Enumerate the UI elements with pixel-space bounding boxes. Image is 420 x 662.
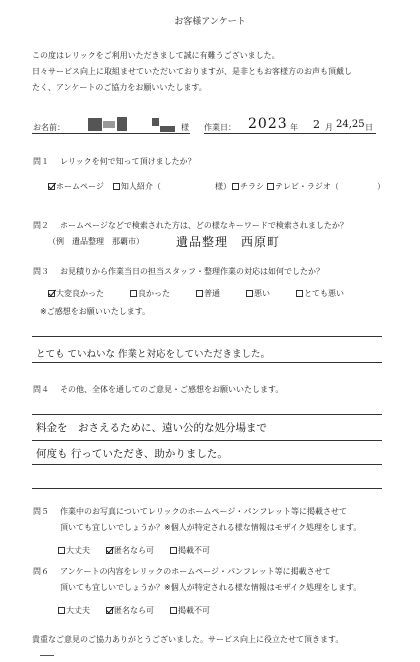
form-title: お客様アンケート (174, 17, 246, 27)
q3-option-bad[interactable]: 悪い (246, 288, 270, 299)
q3-answer: とても ていねいな 作業と対応をしていただきました。 (36, 349, 271, 360)
q4-answer-line-3 (32, 464, 382, 465)
q4-answer-line-2-text: 何度も 行っていただき、助かりました。 (36, 448, 228, 460)
checkbox[interactable] (170, 547, 177, 554)
q1-option-referral[interactable]: 知人紹介（ (113, 181, 161, 192)
checkbox[interactable] (296, 290, 303, 297)
name-suffix: 様 (181, 123, 189, 132)
q1-referral-suffix: 様） (215, 182, 231, 191)
q4-label: 問４ (33, 385, 49, 394)
checkbox-checked[interactable] (106, 547, 113, 554)
q6-option-no[interactable]: 掲載不可 (170, 605, 210, 616)
checkbox[interactable] (170, 607, 177, 614)
q4-answer-line-4 (32, 488, 382, 489)
checkbox[interactable] (196, 290, 203, 297)
q3-comment-prompt: ※ご感想をお願いいたします。 (40, 307, 151, 316)
q3-option-normal[interactable]: 普通 (196, 288, 220, 299)
q3-answer-line-1 (32, 336, 382, 337)
q4-answer-line-1-text: 料金を おさえるために、遠い公的な処分場まで (36, 422, 267, 434)
q6-label: 問６ (33, 567, 49, 576)
checkbox[interactable] (267, 183, 274, 190)
q1-option-homepage[interactable]: ホームページ (48, 181, 104, 192)
redacted-name-3 (117, 117, 127, 131)
date-label: 作業日： (204, 123, 236, 132)
checkbox[interactable] (58, 547, 65, 554)
footer-thanks: 貴重なご意見のご協力ありがとうございました。サービス向上に役立たせて頂きます。 (32, 635, 344, 644)
q5-options (58, 545, 219, 556)
q6-text-1: アンケートの内容をレリックのホームページ・パンフレット等に掲載させて (60, 567, 331, 576)
q3-option-very-bad[interactable]: とても悪い (296, 288, 344, 299)
q5-label: 問５ (33, 507, 49, 516)
checkbox-checked[interactable] (48, 290, 55, 297)
checkbox[interactable] (232, 183, 239, 190)
checkbox-checked[interactable] (48, 183, 55, 190)
q1-options (48, 181, 161, 192)
q3-text: お見積りから作業当日の担当スタッフ・整理作業の対応は如何でしたか？ (60, 267, 324, 276)
intro-line-1: この度はレリックをご利用いただきまして誠に有難うございました。 (32, 51, 280, 60)
q4-answer-line-2 (32, 440, 382, 441)
name-underline (32, 133, 190, 134)
q2-answer: 遺品整理 西原町 (176, 235, 281, 249)
q3-options (48, 288, 353, 299)
date-month-unit: 月 (325, 123, 333, 132)
intro-line-3: たく、アンケートのご協力をお願いいたします。 (32, 83, 207, 92)
q3-option-very-good[interactable]: 大変良かった (48, 288, 104, 299)
date-month-value: 2 (313, 118, 321, 131)
q1-text: レリックを何で知って頂けましたか？ (60, 157, 196, 166)
q6-text-2: 頂いても宜しいでしょうか？※個人が特定される様な情報はモザイク処理をします。 (60, 583, 362, 592)
checkbox[interactable] (113, 183, 120, 190)
q1-option-flyer[interactable]: チラシ (232, 181, 264, 192)
q6-option-ok[interactable]: 大丈夫 (58, 605, 90, 616)
q2-example: （例 遺品整理 那覇市） (48, 237, 144, 246)
redacted-name-4 (152, 118, 159, 126)
q3-label: 問３ (33, 267, 49, 276)
date-day-unit: 日 (365, 123, 373, 132)
q4-answer-line-1 (32, 414, 382, 415)
checkbox-checked[interactable] (106, 607, 113, 614)
date-days-value: 24,25 (336, 119, 365, 130)
checkbox[interactable] (130, 290, 137, 297)
q5-option-anonymous[interactable]: 匿名なら可 (106, 545, 154, 556)
name-label: お名前： (33, 123, 65, 132)
q1-close-paren: ） (377, 182, 385, 191)
q6-options (58, 605, 219, 616)
q5-option-ok[interactable]: 大丈夫 (58, 545, 90, 556)
date-underline (204, 133, 376, 134)
q4-text: その他、全体を通してのご意見・ご感想をお願いいたします。 (60, 385, 284, 394)
redacted-name-2 (103, 121, 115, 128)
q2-label: 問２ (33, 221, 49, 230)
footer-mark (40, 655, 54, 656)
q6-option-anonymous[interactable]: 匿名なら可 (106, 605, 154, 616)
date-year-unit: 年 (290, 123, 298, 132)
checkbox[interactable] (246, 290, 253, 297)
date-year-value: 2023 (248, 116, 288, 132)
intro-line-2: 日々サービス向上に取組ませていただいておりますが、是非ともお客様方のお声も頂戴し (32, 67, 352, 76)
q3-answer-line-2 (32, 362, 382, 363)
redacted-name-1 (88, 118, 102, 131)
q5-text-2: 頂いても宜しいでしょうか？※個人が特定される様な情報はモザイク処理をします。 (60, 523, 362, 532)
q2-text: ホームページなどで検索された方は、どの様なキーワードで検索されましたか？ (60, 221, 348, 230)
q1-options-2 (232, 181, 348, 192)
q1-label: 問１ (33, 157, 49, 166)
checkbox[interactable] (58, 607, 65, 614)
q5-option-no[interactable]: 掲載不可 (170, 545, 210, 556)
q1-option-tv-radio[interactable]: テレビ・ラジオ（ (267, 181, 339, 192)
q3-option-good[interactable]: 良かった (130, 288, 170, 299)
q5-text-1: 作業中のお写真についてレリックのホームページ・パンフレット等に掲載させて (60, 507, 347, 516)
redacted-name-5 (160, 126, 175, 132)
